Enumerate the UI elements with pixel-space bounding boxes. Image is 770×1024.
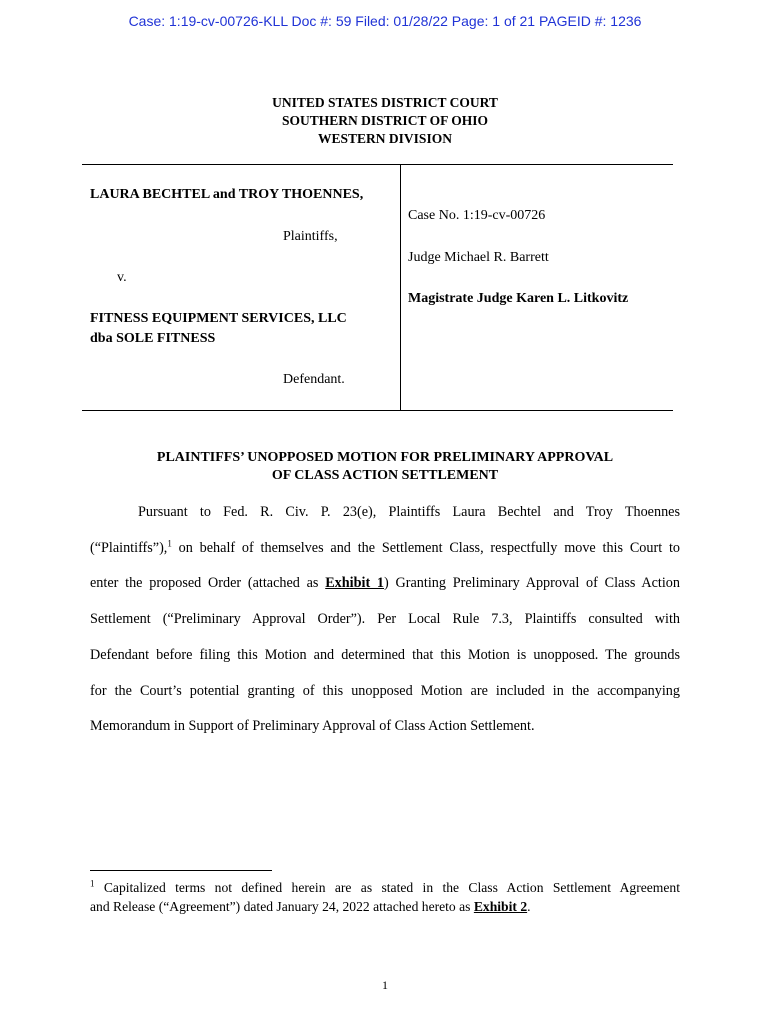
motion-title	[0, 449, 770, 485]
plaintiffs-names: LAURA BECHTEL and TROY THOENNES,	[90, 187, 364, 202]
body-line-6: for the Court’s potential granting of this unopposed Motion are included in the accompanying	[90, 683, 680, 699]
body-line-7: Memorandum in Support of Preliminary Approval of Class Action Settlement.	[90, 718, 535, 734]
body-line-2	[90, 538, 680, 558]
exhibit-1-reference: Exhibit 1	[325, 575, 385, 591]
footnote-number: 1	[90, 878, 95, 889]
exhibit-2-reference: Exhibit 2	[473, 899, 528, 914]
motion-title-line1: PLAINTIFFS’ UNOPPOSED MOTION FOR PRELIMINARY APPROVAL	[156, 450, 614, 465]
body-line-4: Settlement (“Preliminary Approval Order”). Per Local Rule 7.3, Plaintiffs consulted with	[90, 611, 680, 627]
footnote-text-end: .	[527, 899, 531, 914]
versus: v.	[117, 270, 127, 285]
body-line-3-start: enter the proposed Order (attached as	[90, 575, 326, 591]
caption-divider	[400, 165, 401, 411]
court-district: SOUTHERN DISTRICT OF OHIO	[282, 113, 488, 128]
court-heading	[0, 94, 770, 148]
plaintiffs-label: Plaintiffs,	[283, 229, 338, 244]
defendant-label: Defendant.	[283, 372, 345, 387]
court-division: WESTERN DIVISION	[318, 131, 452, 146]
motion-title-line2: OF CLASS ACTION SETTLEMENT	[271, 468, 499, 483]
caption-top-rule	[82, 164, 673, 165]
magistrate-judge: Magistrate Judge Karen L. Litkovitz	[408, 291, 629, 306]
defendant-name: FITNESS EQUIPMENT SERVICES, LLC	[90, 311, 347, 326]
footnote-text-1: Capitalized terms not defined herein are as stated in the Class Action Settlement Agreement	[94, 880, 680, 895]
body-line-2-text: on behalf of themselves and the Settlement Class, respectfully move this Court to	[171, 540, 680, 556]
body-line-3	[90, 573, 680, 593]
district-judge: Judge Michael R. Barrett	[408, 250, 549, 265]
defendant-dba: dba SOLE FITNESS	[90, 331, 216, 346]
body-line-3-end: ) Granting Preliminary Approval of Class Action	[384, 575, 680, 591]
case-number: Case No. 1:19-cv-00726	[408, 208, 546, 223]
footnote-line-1	[90, 878, 680, 897]
plaintiffs-defined-term: (“Plaintiffs”),	[90, 540, 168, 556]
caption-bottom-rule	[82, 410, 673, 411]
body-line-5: Defendant before filing this Motion and determined that this Motion is unopposed. The grounds	[90, 647, 680, 663]
page-number: 1	[382, 978, 388, 992]
body-line-1: Pursuant to Fed. R. Civ. P. 23(e), Plaintiffs Laura Bechtel and Troy Thoennes	[138, 504, 680, 520]
footnote-line-2	[90, 897, 680, 916]
case-header-stamp: Case: 1:19-cv-00726-KLL Doc #: 59 Filed: 01/28/22 Page: 1 of 21 PAGEID #: 1236	[128, 13, 642, 29]
footnote-ref: 1	[167, 538, 172, 549]
footnote-text-2: and Release (“Agreement”) dated January 24, 2022 attached hereto as	[90, 899, 474, 914]
footnote-rule	[90, 870, 272, 871]
court-name: UNITED STATES DISTRICT COURT	[272, 95, 498, 110]
